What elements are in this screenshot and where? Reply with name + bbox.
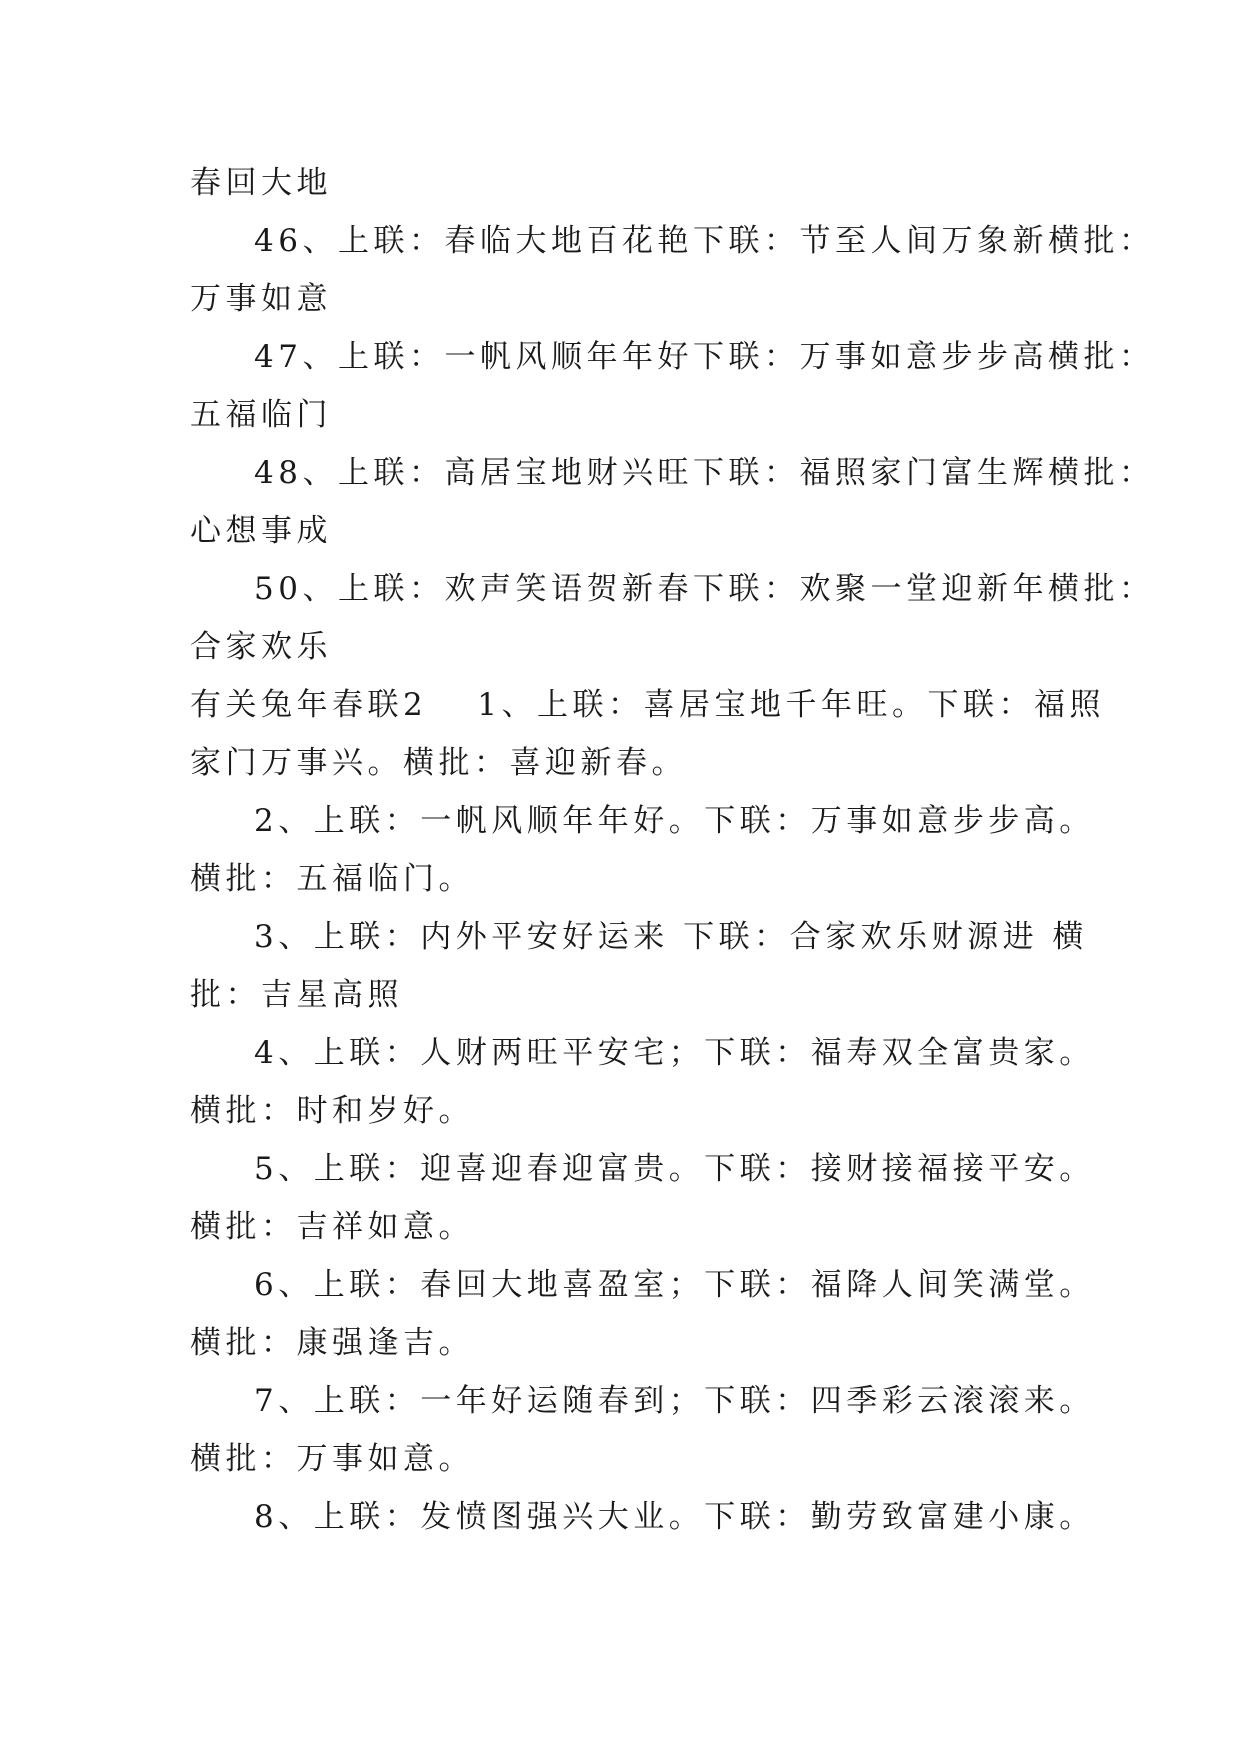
text-line: 横批：万事如意。: [190, 1441, 474, 1477]
text-line: 春回大地: [190, 165, 332, 201]
couplet-3: 3、上联：内外平安好运来 下联：合家欢乐财源进 横: [254, 919, 1088, 955]
couplet-6: 6、上联：春回大地喜盈室；下联：福降人间笑满堂。: [254, 1267, 1095, 1303]
text-line: 横批：吉祥如意。: [190, 1209, 474, 1245]
couplet-1: 1、上联：喜居宝地千年旺。下联：福照: [477, 687, 1105, 723]
text-line: 横批：五福临门。: [190, 861, 474, 897]
couplet-5: 5、上联：迎喜迎春迎富贵。下联：接财接福接平安。: [254, 1151, 1095, 1187]
couplet-50: 50、上联：欢声笑语贺新春下联：欢聚一堂迎新年横批：: [254, 571, 1155, 607]
section-heading-line: [190, 685, 1105, 725]
couplet-46: 46、上联：春临大地百花艳下联：节至人间万象新横批：: [254, 223, 1155, 259]
text-line: 批：吉星高照: [190, 977, 403, 1013]
text-line: 横批：时和岁好。: [190, 1093, 474, 1129]
text-line: 家门万事兴。横批：喜迎新春。: [190, 745, 687, 781]
text-line: 心想事成: [190, 513, 332, 549]
section-heading: 有关兔年春联2: [190, 687, 428, 723]
text-line: 五福临门: [190, 397, 332, 433]
couplet-8: 8、上联：发愤图强兴大业。下联：勤劳致富建小康。: [254, 1499, 1095, 1535]
couplet-47: 47、上联：一帆风顺年年好下联：万事如意步步高横批：: [254, 339, 1155, 375]
text-line: 万事如意: [190, 281, 332, 317]
couplet-2: 2、上联：一帆风顺年年好。下联：万事如意步步高。: [254, 803, 1095, 839]
text-line: 横批：康强逢吉。: [190, 1325, 474, 1361]
couplet-7: 7、上联：一年好运随春到；下联：四季彩云滚滚来。: [254, 1383, 1095, 1419]
text-line: 合家欢乐: [190, 629, 332, 665]
couplet-4: 4、上联：人财两旺平安宅；下联：福寿双全富贵家。: [254, 1035, 1095, 1071]
couplet-48: 48、上联：高居宝地财兴旺下联：福照家门富生辉横批：: [254, 455, 1155, 491]
